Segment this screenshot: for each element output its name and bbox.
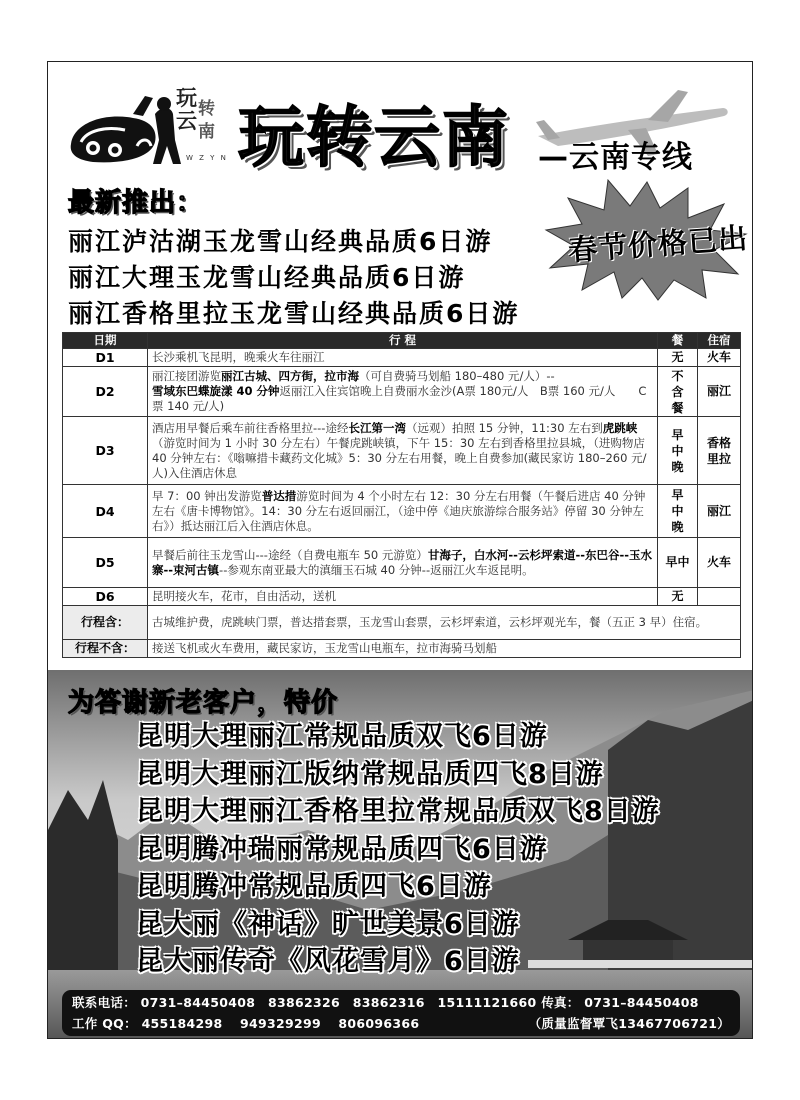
plan-cell: [148, 417, 658, 485]
stay-cell: [698, 417, 741, 485]
promotion-route: 昆大丽《神话》旷世美景6日游: [136, 908, 520, 940]
header-plan: 行 程: [148, 333, 658, 349]
meal-char: 晚: [671, 520, 684, 534]
day-cell: D1: [63, 349, 148, 367]
contact-bar: [62, 990, 740, 1036]
burst-text: 春节价格已出: [567, 220, 750, 268]
header-stay: 住宿: [698, 333, 741, 349]
plan-cell: 昆明接火车，花市，自由活动，送机: [148, 588, 658, 606]
header-meal: 餐: [658, 333, 698, 349]
meal-cell: [658, 367, 698, 417]
included-label: 行程含：: [63, 606, 148, 640]
promotion-route: 昆明大理丽江版纳常规品质四飞8日游: [136, 758, 604, 790]
new-route-1: 丽江泸沽湖玉龙雪山经典品质6日游: [68, 227, 493, 256]
table-row: [63, 538, 741, 588]
promotion-route: 昆明大理丽江常规品质双飞6日游: [136, 721, 548, 752]
table-row: [63, 417, 741, 485]
plan-highlight: 甘海子，白水河--云杉坪索道--东巴谷--玉水寨--束河古镇: [152, 547, 653, 577]
day-cell: D3: [63, 417, 148, 485]
excluded-label: 行程不含：: [63, 640, 148, 658]
meal-char: 中: [671, 443, 684, 458]
plan-cell: [148, 538, 658, 588]
day-cell: D5: [63, 538, 148, 588]
plan-highlight: 长江第一湾: [348, 420, 406, 435]
header: [48, 62, 753, 177]
table-row: [63, 367, 741, 417]
promotion-label: 为答谢新老客户，特价: [68, 688, 339, 718]
meal-cell: 无: [658, 349, 698, 367]
stay-cell: 丽江: [698, 485, 741, 538]
plan-text: 游览时间为 4 个小时左右 12：30 分左右用餐（午餐后进店 40 分钟左右《唐卡博物馆》。14：30 分左右返回丽江，（途中停《迪庆旅游综合服务站》停留 30 分钟左右》）抵达丽江后入住酒店休息。: [152, 488, 646, 533]
plan-text: （可自费骑马划船 180–480 元/人）--: [359, 369, 555, 383]
table-row: [63, 485, 741, 538]
plan-cell: [148, 485, 658, 538]
phone-numbers: 0731–84450408 83862326 83862316 15111121660: [140, 995, 537, 1010]
promotion-route: 昆明大理丽江香格里拉常规品质双飞8日游: [136, 796, 660, 827]
table-row-excluded: [63, 640, 741, 658]
new-route-2: 丽江大理玉龙雪山经典品质6日游: [68, 263, 466, 292]
plan-highlight: 雪域东巴蝶旋漾 40 分钟: [152, 384, 280, 398]
plan-highlight: 普达措: [261, 488, 297, 503]
plan-text: （游览时间为 1 小时 30 分左右）午餐虎跳峡镇，下午 15：30 左右到香格里拉县城，（进购物店40 分钟左右：《嗡嘛措卡藏药文化城》5：30 分左右用餐，晚上自费参加(藏民家访 180–260 元/人)入住酒店休息: [152, 435, 647, 480]
day-cell: D2: [63, 367, 148, 417]
plan-highlight: 虎跳峡: [602, 420, 638, 435]
meal-char: 早: [671, 488, 684, 502]
plan-cell: 长沙乘机飞昆明，晚乘火车往丽江: [148, 349, 658, 367]
supervision-note: （质量监督覃飞13467706721）: [528, 1016, 730, 1031]
qq-numbers: 455184298 949329299 806096366: [141, 1016, 420, 1031]
logo-char: 玩: [176, 85, 197, 110]
meal-char: 中: [671, 504, 684, 518]
promotion-list: [136, 718, 660, 981]
plan-text: 早 7：00 钟出发游览: [152, 488, 262, 503]
meal-char: 含: [671, 384, 684, 399]
logo-vertical-text-2: [198, 98, 215, 144]
promotion-section: [48, 670, 753, 1039]
phone-label: 联系电话：: [72, 995, 137, 1010]
plan-text: 返丽江入住宾馆晚上自费丽水金沙(A票 180元/人 B票 160 元/人 C 票 140 元/人): [152, 384, 647, 413]
meal-char: 早: [671, 427, 684, 442]
promotion-route: 昆大丽传奇《风花雪月》6日游: [136, 946, 520, 977]
logo-char: 南: [198, 122, 215, 142]
meal-cell: [658, 417, 698, 485]
logo-vertical-text: [176, 86, 197, 132]
meal-char: 不: [671, 368, 684, 383]
stay-cell: 火车: [698, 349, 741, 367]
meal-cell: [658, 485, 698, 538]
itinerary-table: [62, 332, 741, 658]
meal-char: 餐: [671, 400, 684, 415]
table-row: [63, 588, 741, 606]
meal-char: 晚: [671, 459, 684, 474]
day-cell: D4: [63, 485, 148, 538]
table-row-included: [63, 606, 741, 640]
stay-cell: 火车: [698, 538, 741, 588]
contact-phone-row: [72, 992, 730, 1013]
meal-cell: 早中: [658, 538, 698, 588]
day-cell: D6: [63, 588, 148, 606]
promotion-route: 昆明腾冲瑞丽常规品质四飞6日游: [136, 833, 548, 865]
fax-label: 传真：: [541, 995, 580, 1010]
new-launch-label: 最新推出：: [68, 188, 204, 218]
plan-text: 早餐后前往玉龙雪山---途经（自费电瓶车 50 元游览）: [152, 547, 428, 562]
plan-text: --参观东南亚最大的滇缅玉石城 40 分钟--返丽江火车返昆明。: [219, 562, 534, 577]
stay-text: 香格: [706, 435, 731, 450]
logo-char: 转: [198, 99, 215, 119]
travel-flyer: [47, 61, 753, 1039]
plan-cell: [148, 367, 658, 417]
plan-text: 酒店用早餐后乘车前往香格里拉---途经: [152, 420, 349, 435]
included-text: 古城维护费，虎跳峡门票，普达措套票，玉龙雪山套票，云杉坪索道，云杉坪观光车，餐（五正 3 早）住宿。: [148, 606, 741, 640]
meal-cell: 无: [658, 588, 698, 606]
fax-number: 0731–84450408: [584, 995, 699, 1010]
stay-text: 里拉: [706, 451, 731, 466]
qq-label: 工作 QQ：: [72, 1016, 137, 1031]
excluded-text: 接送飞机或火车费用，藏民家访，玉龙雪山电瓶车，拉市海骑马划船: [148, 640, 741, 658]
new-route-3: 丽江香格里拉玉龙雪山经典品质6日游: [68, 299, 520, 328]
plan-text: 丽江接团游览: [152, 369, 221, 383]
promotion-route: 昆明腾冲常规品质四飞6日游: [136, 871, 492, 902]
contact-qq-row: [72, 1013, 730, 1034]
logo-char: 云: [176, 108, 197, 133]
header-date: 日期: [63, 333, 148, 349]
logo-abbreviation: W Z Y N: [186, 154, 228, 162]
table-row: [63, 349, 741, 367]
stay-cell: [698, 588, 741, 606]
plan-text: （远观）拍照 15 分钟，11:30 左右到: [405, 420, 603, 435]
main-title: 玩转云南: [238, 99, 510, 176]
plan-highlight: 丽江古城、四方街，拉市海: [221, 369, 359, 383]
stay-cell: 丽江: [698, 367, 741, 417]
subtitle: —云南专线: [538, 140, 693, 175]
table-header-row: [63, 333, 741, 349]
